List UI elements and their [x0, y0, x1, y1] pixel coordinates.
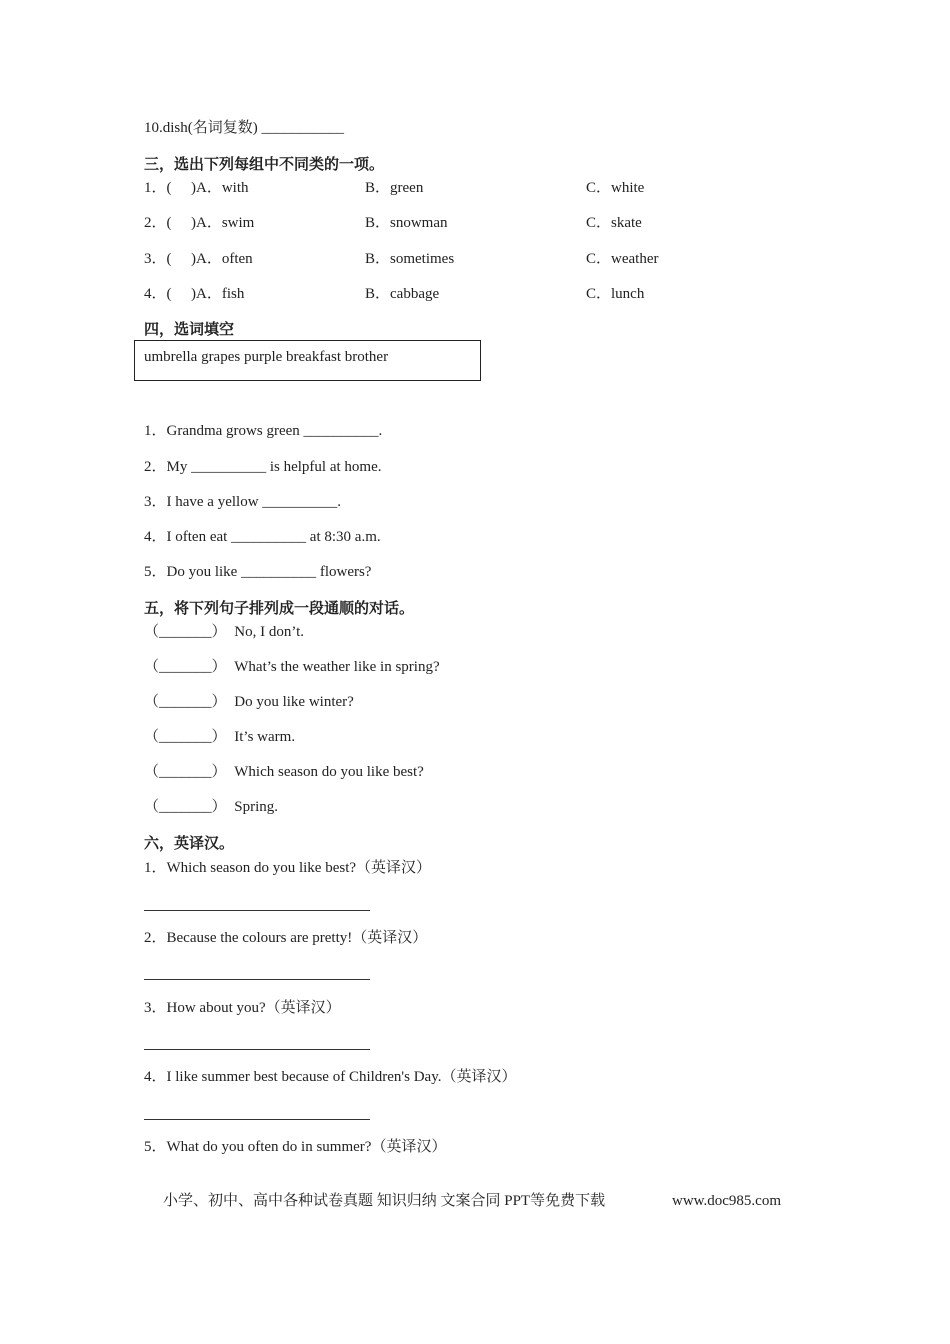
translate-tag: （英译汉）: [371, 1137, 447, 1155]
item-10-text: 10.dish(名词复数): [144, 120, 258, 136]
item-10-dish: [144, 119, 344, 137]
translate-item-1: [144, 858, 431, 877]
row3-option-b: B．sometimes: [365, 251, 455, 267]
translate-text: 2．Because the colours are pretty!: [144, 930, 353, 946]
fill-item-3: 3．I have a yellow __________.: [144, 494, 342, 510]
dialogue-line-3: [144, 693, 354, 711]
fill-item-2: 2．My __________ is helpful at home.: [144, 459, 382, 475]
translate-item-5: [144, 1137, 446, 1156]
item-10-blank: ___________: [261, 120, 344, 136]
dialogue-line-1: [144, 623, 304, 641]
answer-line-4: [144, 1119, 370, 1120]
row4-option-a: )A．fish: [191, 286, 245, 302]
translate-text: 1．Which season do you like best?: [144, 860, 357, 876]
dialogue-text: Which season do you like best?: [234, 764, 424, 780]
dialogue-text: No, I don’t.: [234, 624, 304, 640]
row4-num: 4．(: [144, 286, 172, 302]
word-bank-text: umbrella grapes purple breakfast brother: [144, 349, 389, 365]
dialogue-line-5: [144, 763, 424, 781]
row1-option-a: )A．with: [191, 180, 249, 196]
row2-num: 2．(: [144, 215, 172, 231]
order-blank: （_______）: [144, 799, 227, 815]
fill-item-1: 1．Grandma grows green __________.: [144, 423, 383, 439]
row3-option-c: C．weather: [586, 251, 659, 267]
dialogue-text: What’s the weather like in spring?: [234, 659, 440, 675]
footer-url-link[interactable]: www.doc985.com: [672, 1193, 782, 1209]
word-bank-box: [134, 340, 481, 381]
answer-line-2: [144, 979, 370, 980]
row4-option-c: C．lunch: [586, 286, 645, 302]
order-blank: （_______）: [144, 659, 227, 675]
section5-heading: 五，将下列句子排列成一段通顺的对话。: [144, 599, 415, 617]
row1-num: 1．(: [144, 180, 172, 196]
row3-option-a: )A．often: [191, 251, 253, 267]
dialogue-text: It’s warm.: [234, 729, 296, 745]
answer-line-1: [144, 910, 370, 911]
fill-item-5: 5．Do you like __________ flowers?: [144, 564, 372, 580]
row4-option-b: B．cabbage: [365, 286, 440, 302]
translate-tag: （英译汉）: [356, 858, 432, 876]
order-blank: （_______）: [144, 694, 227, 710]
translate-text: 4．I like summer best because of Children's Day.: [144, 1069, 442, 1085]
translate-item-3: [144, 998, 341, 1017]
dialogue-line-4: [144, 728, 295, 746]
row1-option-b: B．green: [365, 180, 424, 196]
answer-line-3: [144, 1049, 370, 1050]
row1-option-c: C．white: [586, 180, 645, 196]
dialogue-text: Do you like winter?: [234, 694, 354, 710]
order-blank: （_______）: [144, 764, 227, 780]
section4-heading: 四，选词填空: [144, 320, 235, 338]
fill-item-4: 4．I often eat __________ at 8:30 a.m.: [144, 529, 381, 545]
translate-tag: （英译汉）: [441, 1067, 517, 1085]
section6-heading: 六，英译汉。: [144, 834, 235, 852]
order-blank: （_______）: [144, 729, 227, 745]
row2-option-b: B．snowman: [365, 215, 448, 231]
footer-promo: 小学、初中、高中各种试卷真题 知识归纳 文案合同 PPT等免费下载: [163, 1193, 606, 1209]
order-blank: （_______）: [144, 624, 227, 640]
translate-tag: （英译汉）: [352, 928, 428, 946]
dialogue-line-2: [144, 658, 440, 676]
dialogue-line-6: [144, 798, 278, 816]
dialogue-text: Spring.: [234, 799, 279, 815]
row3-num: 3．(: [144, 251, 172, 267]
section3-heading: 三，选出下列每组中不同类的一项。: [144, 155, 385, 173]
translate-text: 3．How about you?: [144, 1000, 266, 1016]
translate-item-4: [144, 1067, 517, 1086]
row2-option-c: C．skate: [586, 215, 642, 231]
translate-item-2: [144, 928, 427, 947]
translate-text: 5．What do you often do in summer?: [144, 1139, 372, 1155]
row2-option-a: )A．swim: [191, 215, 255, 231]
translate-tag: （英译汉）: [265, 998, 341, 1016]
